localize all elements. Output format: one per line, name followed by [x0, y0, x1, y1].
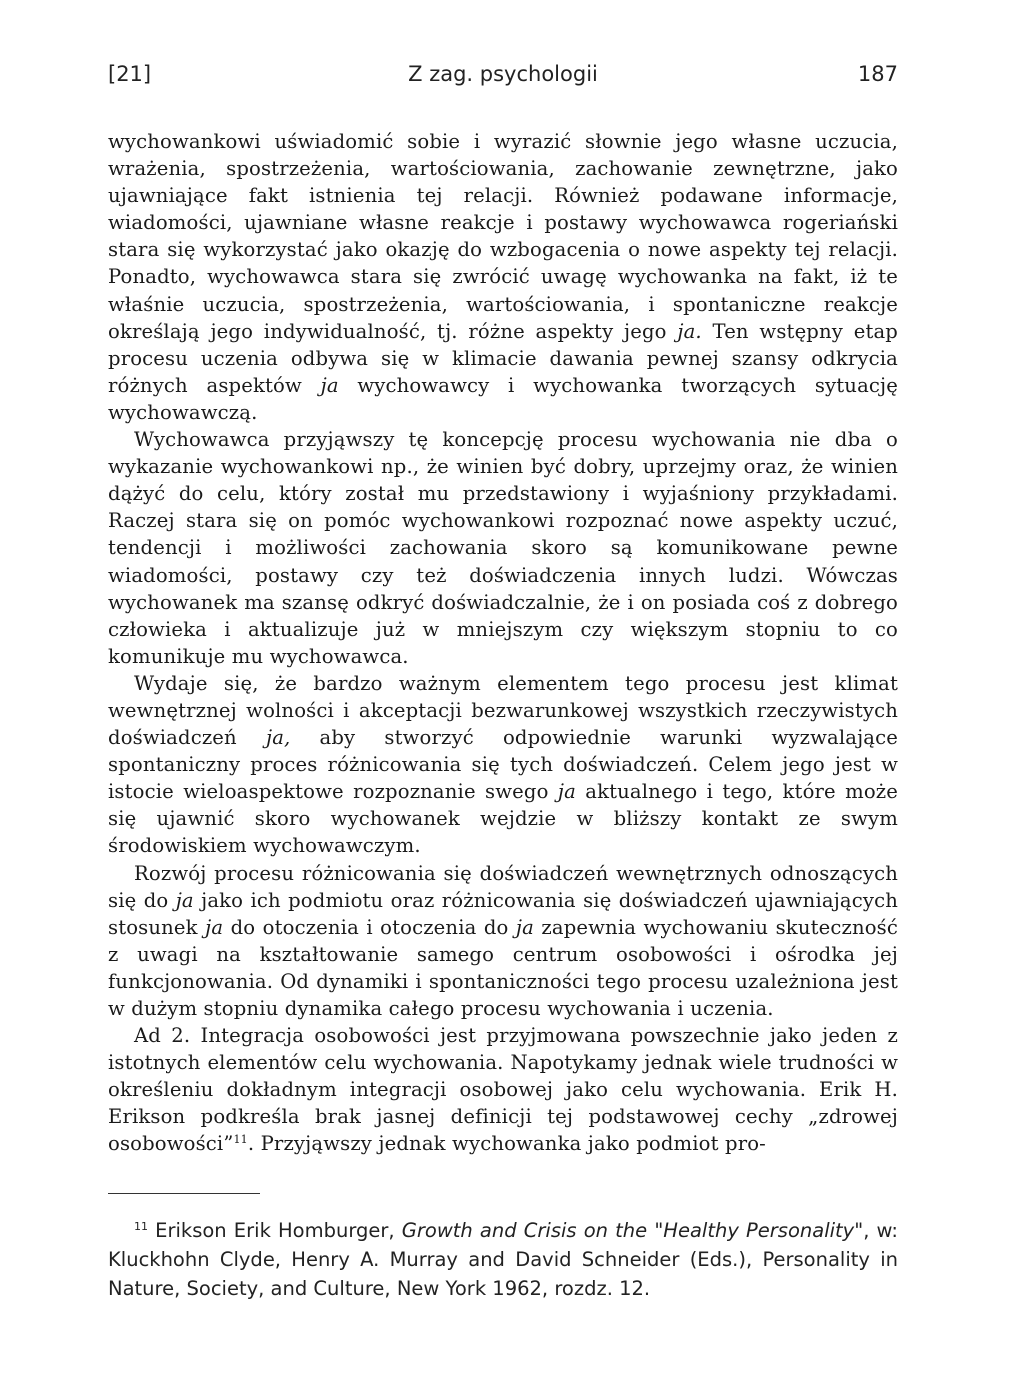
page-number: 187 [857, 62, 898, 86]
footnote-text: Erikson Erik Homburger, [148, 1219, 402, 1242]
footnote-reference[interactable]: 11 [233, 1133, 248, 1147]
section-number: [21] [108, 62, 152, 86]
paragraph-text: jako ich podmiotu oraz różnicowania się doświadczeń ujawniających stosunek [108, 888, 898, 939]
paragraph-3 [108, 670, 898, 860]
paragraph-text: Wydaje się, że bardzo ważnym elementem tego procesu jest klimat wewnętrznej wolności i akceptacji bezwarunkowej wszystkich rzeczywistych doświadczeń [108, 671, 898, 750]
paragraph-text: wychowankowi uświadomić sobie i wyrazić słownie jego własne uczucia, wrażenia, spostrzeżenia, wartościowania, zachowanie zewnętrzne, jako ujawniające fakt istnienia tej relacji. Również podawane informacje, wiadomości, ujawniane własne reakcje i postawy wychowawca rogeriański stara się wykorzystać jako okazję do wzbogacenia o nowe aspekty tej relacji. Ponadto, wychowawca stara się zwrócić uwagę wychowanka na fakt, iż te właśnie uczucia, spostrzeżenia, wartościowania, i spontaniczne reakcje określają jego indywidualność, tj. różne aspekty jego [108, 130, 898, 343]
footnote-marker: 11 [134, 1220, 148, 1233]
paragraph-text: Ten wstępny etap procesu uczenia odbywa się w klimacie dawania pewnej szansy odkrycia różnych aspektów [108, 319, 898, 397]
italic-term: ja [205, 915, 224, 939]
paragraph-5 [108, 1022, 898, 1157]
running-head [108, 62, 898, 92]
italic-term: ja [557, 780, 576, 804]
paragraph-text: do otoczenia i otoczenia do [223, 915, 509, 939]
paragraph-text: Rozwój procesu różnicowania się doświadczeń wewnętrznych odnoszących się do [108, 861, 898, 912]
paragraph-text: wychowawcy i wychowanka tworzących sytuację wychowawczą. [108, 373, 898, 424]
running-title: Z zag. psychologii [408, 62, 598, 86]
paragraph-1 [108, 128, 898, 426]
paragraph-text: Ad 2. Integracja osobowości jest przyjmowana powszechnie jako jeden z istotnych elementów celu wychowania. Napotykamy jednak wiele trudności w określeniu dokładnym integracji osobowej jako celu wychowania. Erik H. Erikson podkreśla brak jasnej definicji tej podstawowej cechy „zdrowej osobowości” [108, 1024, 898, 1156]
paragraph-4 [108, 860, 898, 1023]
body-text [108, 128, 898, 1158]
footnote-text: , w: Kluckhohn Clyde, Henry A. Murray and David Schneider (Eds.), Personality in Nature, Society, and Culture, New York 1962, rozdz. 12. [108, 1219, 898, 1300]
paragraph-text: aktualnego i tego, które może się ujawnić skoro wychowanek wejdzie w bliższy kontakt ze swym środowiskiem wychowawczym. [108, 780, 899, 858]
footnote-italic-title: Growth and Crisis on the "Healthy Personality" [401, 1219, 864, 1242]
footnote-divider [108, 1193, 260, 1194]
paragraph-2: Wychowawca przyjąwszy tę koncepcję procesu wychowania nie dba o wykazanie wychowankowi np., że winien być dobry, uprzejmy oraz, że winien dążyć do celu, który został mu przedstawiony i wyjaśniony przykładami. Raczej stara się on pomóc wychowankowi rozpoznać nowe aspekty uczuć, tendencji i możliwości zachowania skoro są komunikowane pewne wiadomości, postawy czy też doświadczenia innych ludzi. Wówczas wychowanek ma szansę odkryć doświadczalnie, że i on posiada coś z dobrego człowieka i aktualizuje już w mniejszym czy większym stopniu to co komunikuje mu wychowawca. [108, 428, 898, 668]
italic-term: ja [515, 915, 534, 939]
paragraph-text: aby stworzyć odpowiednie warunki wyzwalające spontaniczny proces różnicowania się tych doświadczeń. Celem jego jest w istocie wieloaspektowe rozpoznanie swego [108, 726, 898, 804]
italic-term: ja [320, 373, 339, 397]
italic-term: ja [175, 888, 194, 912]
paragraph-text: . Przyjąwszy jednak wychowanka jako podmiot pro- [247, 1132, 766, 1156]
footnote [108, 1216, 898, 1303]
italic-term: ja. [677, 319, 702, 343]
italic-term: ja, [265, 726, 291, 750]
paragraph-text: zapewnia wychowaniu skuteczność z uwagi na kształtowanie samego centrum osobowości i ośrodka jej funkcjonowania. Od dynamiki i spontaniczności tego procesu uzależniona jest w dużym stopniu dynamika całego procesu wychowania i uczenia. [108, 915, 898, 1020]
